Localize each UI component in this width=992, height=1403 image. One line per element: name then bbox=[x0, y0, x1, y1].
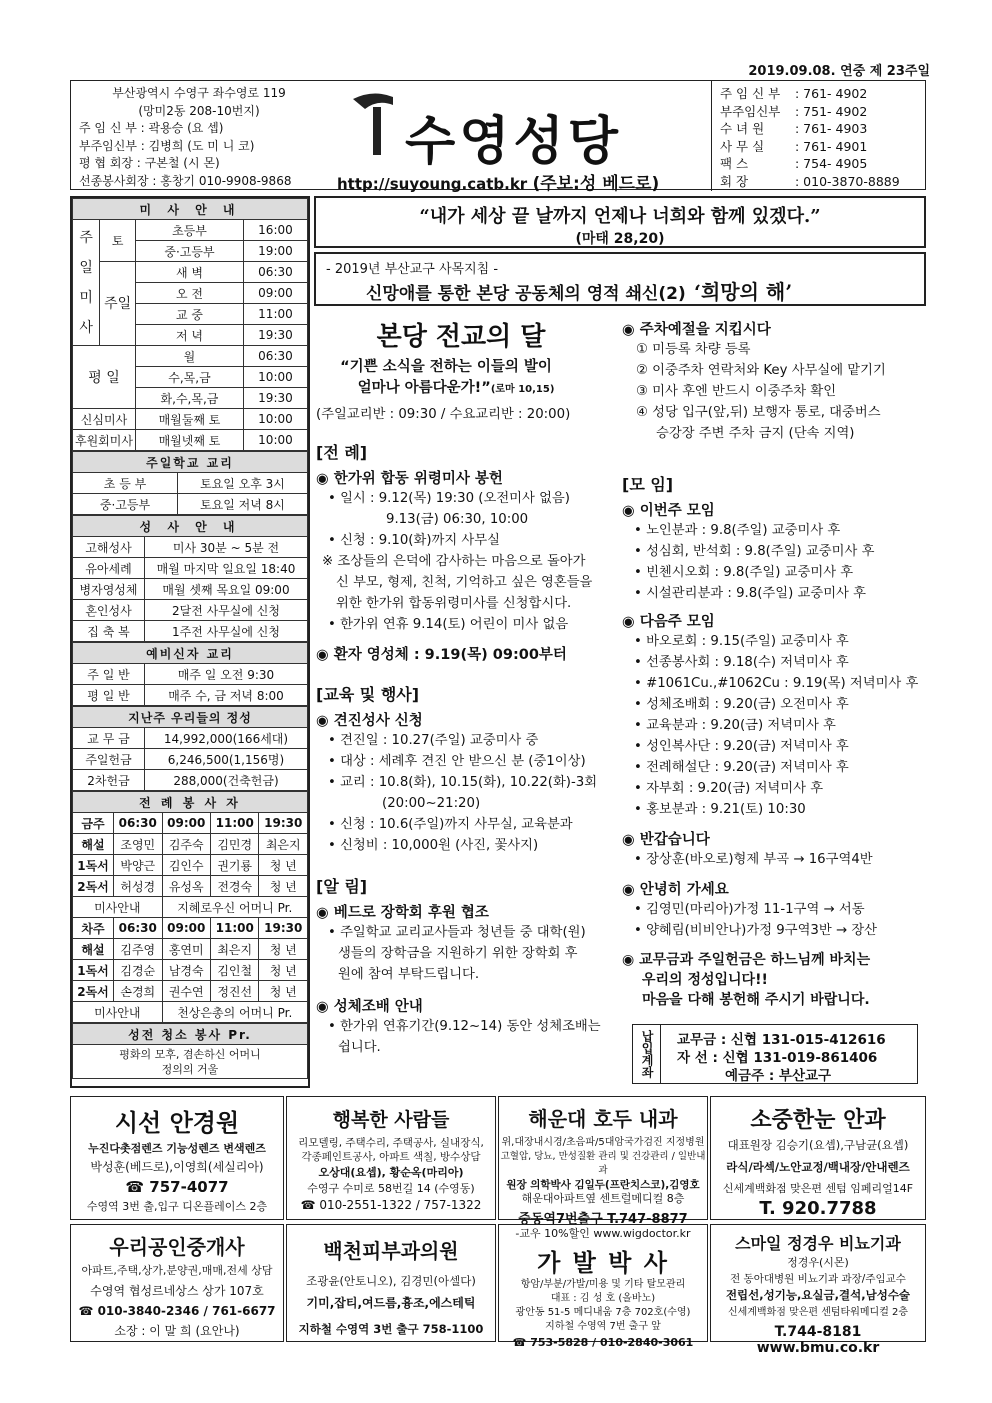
table-cell: 주일헌금 bbox=[73, 749, 145, 770]
website[interactable] bbox=[337, 169, 659, 194]
table-cell: 병자영성체 bbox=[73, 579, 145, 600]
meeting-item: • 자부회 : 9.20(금) 저녁미사 후 bbox=[634, 781, 824, 796]
ad-sisun-optical[interactable] bbox=[70, 1096, 284, 1220]
mission-title: 본당 전교의 달 bbox=[376, 322, 546, 352]
table-cell: 김민경 bbox=[210, 834, 258, 855]
text-line: • 한가위 연휴 9.14(토) 어린이 미사 없음 bbox=[328, 617, 569, 632]
table-cell: 청 년 bbox=[259, 960, 308, 981]
meeting-item: • 시설관리분과 : 9.8(주일) 교중미사 후 bbox=[634, 586, 866, 601]
meeting-item: • 성체조배회 : 9.20(금) 오전미사 후 bbox=[634, 697, 849, 712]
table-cell: 288,000(건축헌금) bbox=[145, 770, 308, 791]
meeting-item: • #1061Cu.,#1062Cu : 9.19(목) 저녁미사 후 bbox=[634, 676, 919, 691]
mass-cell: 화,수,목,금 bbox=[135, 388, 243, 409]
policy-subtitle: - 2019년 부산교구 사목지침 - bbox=[326, 262, 499, 277]
mass-cell: 교 중 bbox=[135, 304, 243, 325]
table-cell: 매주 일 오전 9:30 bbox=[145, 664, 308, 685]
mass-time: 19:00 bbox=[243, 241, 307, 262]
farewell-item: • 양혜림(비비안나)가정 9구역3반 → 장산 bbox=[634, 923, 878, 938]
table-cell: 14,992,000(166세대) bbox=[145, 728, 308, 749]
table-cell: 전경숙 bbox=[210, 876, 258, 897]
ad-line: 원장 의학박사 김일두(프란치스코),김영호 bbox=[506, 1179, 700, 1191]
quote-text: “내가 세상 끝 날까지 언제나 너희와 함께 있겠다.” bbox=[419, 206, 821, 227]
table-cell: 11:00 bbox=[210, 918, 258, 939]
ad-line: 해운대아파트옆 센트럴메디컬 8층 bbox=[521, 1192, 685, 1205]
policy-title bbox=[366, 276, 792, 305]
mass-cell: 월 bbox=[135, 346, 243, 367]
table-cell: 권기룡 bbox=[210, 855, 258, 876]
parking-title: ◉ 주차예절을 지킵시다 bbox=[622, 322, 771, 338]
ad-baekcheon-derm[interactable] bbox=[286, 1224, 496, 1342]
table-cell: 1주전 사무실에 신청 bbox=[145, 621, 308, 642]
table-cell: 09:00 bbox=[162, 813, 210, 834]
ad-line: 박성훈(베드로),이영희(세실리아) bbox=[90, 1160, 264, 1174]
mass-cell: 매월넷째 토 bbox=[135, 430, 243, 451]
ad-title: 소중한눈 안과 bbox=[750, 1108, 886, 1133]
ad-happy-people[interactable] bbox=[286, 1096, 496, 1220]
ad-hodu-clinic[interactable] bbox=[498, 1096, 708, 1227]
text-line: • 주일학교 교리교사들과 청년들 중 대학(원) bbox=[328, 925, 586, 940]
mass-time: 19:30 bbox=[243, 388, 307, 409]
table-cell: 청 년 bbox=[259, 939, 308, 960]
text-line: • 한가위 연휴기간(9.12~14) 동안 성체조배는 bbox=[328, 1019, 601, 1034]
liturgy-ministers-table bbox=[72, 791, 308, 1023]
table-cell: 홍연미 bbox=[162, 939, 210, 960]
ad-line: 기미,잡티,여드름,흉조,에스테틱 bbox=[306, 1296, 476, 1310]
table-cell: 토요일 저녁 8시 bbox=[178, 494, 308, 515]
scholarship-title: ◉ 베드로 장학회 후원 협조 bbox=[316, 905, 489, 921]
quote-ref: (마태 28,20) bbox=[575, 231, 665, 247]
ad-phone: ☎ 010-3840-2346 / 761-6677 bbox=[78, 1304, 276, 1318]
table-cell: 손경희 bbox=[114, 981, 162, 1002]
table-cell: 천상은총의 어머니 Pr. bbox=[162, 1002, 308, 1023]
welcome-item: • 장상훈(바오로)형제 부곡 → 16구역4반 bbox=[634, 852, 873, 867]
parking-item: ③ 미사 후엔 반드시 이중주차 확인 bbox=[636, 384, 837, 399]
ad-phone: 중동역7번출구 T.747-8877 bbox=[518, 1212, 688, 1227]
ad-line: 신세계백화점 맞은편 센텀타워메디컬 2층 bbox=[727, 1307, 909, 1318]
welcome-title: ◉ 반갑습니다 bbox=[622, 832, 710, 848]
mass-cell: 초등부 bbox=[135, 220, 243, 241]
ad-phone: T.744-8181 www.bmu.co.kr bbox=[756, 1324, 880, 1356]
table-cell: 2독서 bbox=[73, 981, 114, 1002]
meeting-item: • 성심회, 반석회 : 9.8(주일) 교중미사 후 bbox=[634, 544, 875, 559]
meeting-item: • 빈첸시오회 : 9.8(주일) 교중미사 후 bbox=[634, 565, 854, 580]
table-cell: 김주영 bbox=[114, 939, 162, 960]
sick-communion: ◉ 환자 영성체 : 9.19(목) 09:00부터 bbox=[316, 647, 567, 663]
parking-item: ② 이중주차 연락처와 Key 사무실에 맡기기 bbox=[636, 363, 886, 378]
ad-line: 소장 : 이 말 희 (요안나) bbox=[114, 1324, 240, 1338]
ad-title: 우리공인중개사 bbox=[109, 1235, 245, 1259]
table-cell: 차주 bbox=[73, 918, 114, 939]
address: 부산광역시 수영구 좌수영로 119 bbox=[112, 86, 286, 100]
contact-row: 사 무 실 : 761- 4901 bbox=[720, 138, 868, 154]
mission-quote: “기쁜 소식을 전하는 이들의 발이 bbox=[340, 359, 552, 375]
table-cell: 6,246,500(1,156명) bbox=[145, 749, 308, 770]
table-cell: 19:30 bbox=[259, 813, 308, 834]
mission-quote-2 bbox=[296, 376, 616, 397]
table-cell: 매월 마지막 일요일 18:40 bbox=[145, 558, 308, 579]
table-cell: 매월 셋째 목요일 09:00 bbox=[145, 579, 308, 600]
mass-time: 06:30 bbox=[243, 346, 307, 367]
text-line: • 신청 : 10.6(주일)까지 사무실, 교육분과 bbox=[328, 817, 573, 832]
logo-text: 수영성당 bbox=[405, 111, 622, 172]
table-cell: 매주 수, 금 저녁 8:00 bbox=[145, 685, 308, 706]
table-cell: 06:30 bbox=[114, 918, 162, 939]
ad-title: 시선 안경원 bbox=[114, 1109, 240, 1137]
table-cell: 혼인성사 bbox=[73, 600, 145, 621]
weekday-label: 평 일 bbox=[73, 346, 136, 409]
mission-quote-text: 얼마나 아름다운가!” bbox=[357, 380, 491, 396]
ad-line: 수영역 협성르네상스 상가 107호 bbox=[90, 1284, 264, 1298]
ad-line: 신세계백화점 맞은편 센텀 임페리얼14F bbox=[722, 1182, 914, 1195]
table-cell: 허성경 bbox=[114, 876, 162, 897]
table-cell: 1독서 bbox=[73, 960, 114, 981]
table-cell: 해설 bbox=[73, 939, 114, 960]
meeting-item: • 전례해설단 : 9.20(금) 저녁미사 후 bbox=[634, 760, 849, 775]
table-cell: 06:30 bbox=[114, 813, 162, 834]
ad-wig-doctor[interactable] bbox=[498, 1224, 708, 1349]
council-president: 평 협 회장 : 구본철 (시 몬) bbox=[79, 156, 220, 170]
mass-cell: 저 녁 bbox=[135, 325, 243, 346]
table-cell: 최은지 bbox=[259, 834, 308, 855]
text-line: 위한 한가위 합동위령미사를 신청합시다. bbox=[336, 596, 572, 611]
text-line: • 교리 : 10.8(화), 10.15(화), 10.22(화)-3회 bbox=[328, 775, 598, 790]
table-cell: 금주 bbox=[73, 813, 114, 834]
ad-line: 수영역 3번 출,입구 디온플레이스 2층 bbox=[86, 1200, 268, 1213]
ad-line: 누진다촛점렌즈 기능성렌즈 변색렌즈 bbox=[88, 1142, 266, 1155]
offering-table bbox=[72, 706, 308, 791]
policy-box bbox=[314, 252, 926, 306]
ad-line: 항암/부분/가발/미용 및 기타 탈모관리 bbox=[520, 1279, 686, 1290]
ad-line: 전 동아대병원 비뇨기과 과장/주임교수 bbox=[730, 1273, 906, 1285]
this-week-meetings-title: ◉ 이번주 모임 bbox=[622, 503, 715, 519]
ad-discount[interactable]: -교우 10%할인 www.wigdoctor.kr bbox=[515, 1227, 691, 1240]
table-cell: 해설 bbox=[73, 834, 114, 855]
mass-time: 06:30 bbox=[243, 262, 307, 283]
mission-note: (주일교리반 : 09:30 / 수요교리반 : 20:00) bbox=[316, 407, 571, 422]
date-line: 2019.09.08. 연중 제 23주일 bbox=[748, 64, 930, 79]
contact-row: 부주임신부 : 751- 4902 bbox=[720, 103, 868, 119]
text-line: 쉽니다. bbox=[338, 1040, 381, 1055]
devotion-mass-label: 신심미사 bbox=[73, 409, 136, 430]
mass-time: 10:00 bbox=[243, 409, 307, 430]
table-cell: 집 축 복 bbox=[73, 621, 145, 642]
ad-line: 대표원장 김승기(요셉),구남균(요셉) bbox=[727, 1138, 909, 1152]
sunday-mass-label: 주일미사 bbox=[73, 220, 100, 346]
catechumen-table bbox=[72, 642, 308, 706]
left-column bbox=[70, 196, 310, 1088]
ad-phone: 지하철 수영역 3번 출구 758-1100 bbox=[298, 1322, 484, 1336]
pastor: 주 임 신 부 : 곽용승 (요 셉) bbox=[79, 121, 224, 135]
ad-line: 고혈압, 당뇨, 만성질환 관리 및 건강관리 / 일반내과 bbox=[500, 1151, 706, 1176]
header-left bbox=[79, 85, 319, 190]
ad-title: 행복한 사람들 bbox=[332, 1109, 450, 1131]
table-cell: 2달전 사무실에 신청 bbox=[145, 600, 308, 621]
table-cell: 2차헌금 bbox=[73, 770, 145, 791]
table-cell: 중·고등부 bbox=[73, 494, 178, 515]
policy-year-name: ‘희망의 해’ bbox=[693, 280, 793, 304]
parking-item: ① 미등록 차량 등록 bbox=[636, 342, 751, 357]
account-line: 예금주 : 부산교구 bbox=[725, 1068, 832, 1084]
table-cell: 주 일 반 bbox=[73, 664, 145, 685]
account-box bbox=[632, 1024, 918, 1084]
table-cell: 김인수 bbox=[162, 855, 210, 876]
offering-title: 지난주 우리들의 정성 bbox=[73, 707, 308, 728]
header bbox=[70, 80, 926, 194]
ad-line: 각종페인트공사, 아파트 색칠, 방수상담 bbox=[301, 1151, 481, 1163]
sun-label: 주일 bbox=[100, 262, 136, 346]
text-line: • 견진일 : 10.27(주일) 교중미사 중 bbox=[328, 733, 539, 748]
meeting-item: • 바오로회 : 9.15(주일) 교중미사 후 bbox=[634, 634, 849, 649]
table-cell: 박양근 bbox=[114, 855, 162, 876]
table-cell: 김경순 bbox=[114, 960, 162, 981]
ad-line: 전립선,성기능,요실금,결석,남성수술 bbox=[725, 1288, 911, 1302]
address-detail: (망미2동 208-10번지) bbox=[138, 103, 260, 118]
sunday-school-table bbox=[72, 451, 308, 515]
meeting-item: • 성인복사단 : 9.20(금) 저녁미사 후 bbox=[634, 739, 849, 754]
table-cell: 최은지 bbox=[210, 939, 258, 960]
farewell-item: • 김영민(마리아)가정 11-1구역 → 서동 bbox=[634, 902, 865, 917]
ad-phone: T. 920.7788 bbox=[759, 1198, 877, 1219]
ad-title: 스마일 정경우 비뇨기과 bbox=[735, 1234, 901, 1253]
meeting-item: • 교육분과 : 9.20(금) 저녁미사 후 bbox=[634, 718, 836, 733]
table-cell: 2독서 bbox=[73, 876, 114, 897]
funeral-service-head: 선종봉사회장 : 홍창기 010-9908-9868 bbox=[79, 173, 292, 188]
memorial-mass-title: ◉ 한가위 합동 위령미사 봉헌 bbox=[316, 471, 503, 487]
table-cell: 초 등 부 bbox=[73, 473, 178, 494]
text-line: 신 부모, 형제, 친척, 기억하고 싶은 영혼들을 bbox=[336, 575, 593, 590]
assistant-pastor: 부주임신부 : 김병희 (도 미 니 코) bbox=[79, 138, 255, 153]
mass-time: 09:00 bbox=[243, 283, 307, 304]
ad-line: 정경우(시몬) bbox=[787, 1256, 849, 1269]
notice-section-title: [알 림] bbox=[316, 877, 368, 896]
table-cell: 청 년 bbox=[259, 876, 308, 897]
table-cell: 지혜로우신 어머니 Pr. bbox=[162, 897, 308, 918]
sacrament-table bbox=[72, 515, 308, 642]
text-line: • 일시 : 9.12(목) 19:30 (오전미사 없음) bbox=[328, 491, 570, 506]
catechumen-title: 예비신자 교리 bbox=[73, 643, 308, 664]
ad-phone: ☎ 757-4077 bbox=[125, 1178, 229, 1196]
mass-title: 미 사 안 내 bbox=[73, 199, 308, 220]
ad-line: 대표 : 김 성 호 (올바노) bbox=[550, 1293, 656, 1304]
confirmation-title: ◉ 견진성사 신청 bbox=[316, 713, 423, 729]
account-line: 교무금 : 신협 131-015-412616 bbox=[677, 1032, 886, 1048]
table-cell: 김주숙 bbox=[162, 834, 210, 855]
contact-row: 팩 스 : 754- 4905 bbox=[720, 156, 868, 171]
ad-phone: ☎ 753-5828 / 010-2840-3061 bbox=[512, 1336, 694, 1349]
ad-title: 가 발 박 사 bbox=[537, 1249, 669, 1277]
text-line: • 신청비 : 10,000원 (사진, 꽃사지) bbox=[328, 838, 539, 853]
ad-title: 백천피부과의원 bbox=[323, 1239, 459, 1263]
ad-line: 광안동 51-5 메디내움 7층 702호(수영) bbox=[515, 1307, 691, 1318]
table-cell: 19:30 bbox=[259, 918, 308, 939]
mass-time: 16:00 bbox=[243, 220, 307, 241]
meetings-section-title: [모 임] bbox=[622, 475, 674, 494]
text-line: 생들의 장학금을 지원하기 위한 장학회 후 bbox=[338, 946, 578, 961]
table-cell: 미사안내 bbox=[73, 897, 163, 918]
ad-line: 지하철 수영역 7번 출구 앞 bbox=[545, 1321, 661, 1332]
table-cell: 정진선 bbox=[210, 981, 258, 1002]
liturgy-title: 전 례 봉 사 자 bbox=[73, 792, 308, 813]
table-cell: 김인철 bbox=[210, 960, 258, 981]
text-line: 9.13(금) 06:30, 10:00 bbox=[386, 512, 529, 527]
ad-line: 라식/라섹/노안교정/백내장/안내렌즈 bbox=[726, 1160, 910, 1174]
ad-line: 위,대장내시경/초음파/5대암국가검진 지정병원 bbox=[501, 1137, 705, 1148]
table-cell: 교 무 금 bbox=[73, 728, 145, 749]
meeting-item: • 홍보분과 : 9.21(토) 10:30 bbox=[634, 802, 806, 817]
table-cell: 토요일 오후 3시 bbox=[178, 473, 308, 494]
ad-sojung-eye[interactable] bbox=[710, 1096, 926, 1220]
cleaning-line: 정의의 거울 bbox=[161, 1062, 219, 1076]
table-cell: 유아세례 bbox=[73, 558, 145, 579]
ad-phone: ☎ 010-2551-1322 / 757-1322 bbox=[300, 1198, 482, 1212]
mass-cell: 중·고등부 bbox=[135, 241, 243, 262]
support-mass-label: 후원회미사 bbox=[73, 430, 136, 451]
table-cell: 평 일 반 bbox=[73, 685, 145, 706]
table-cell: 권수연 bbox=[162, 981, 210, 1002]
ad-smile-urology[interactable] bbox=[710, 1224, 926, 1356]
policy-title-text: 신망애를 통한 본당 공동체의 영적 쇄신(2) bbox=[366, 284, 686, 304]
right-column bbox=[622, 318, 926, 1009]
account-line: 자 선 : 신협 131-019-861406 bbox=[677, 1050, 878, 1066]
liturgy-section-title: [전 례] bbox=[316, 443, 368, 462]
sacrament-title: 성 사 안 내 bbox=[73, 516, 308, 537]
text-line: 원에 참여 부탁드립니다. bbox=[338, 967, 480, 982]
table-cell: 고해성사 bbox=[73, 537, 145, 558]
mass-time: 10:00 bbox=[243, 367, 307, 388]
ad-title: 해운대 호두 내과 bbox=[528, 1107, 678, 1131]
contact-row: 주 임 신 부 : 761- 4902 bbox=[720, 86, 868, 101]
meeting-item: • 선종봉사회 : 9.18(수) 저녁미사 후 bbox=[634, 655, 849, 670]
logo bbox=[333, 85, 673, 172]
ad-line: 리모델링, 주택수리, 주택공사, 실내장식, bbox=[298, 1137, 484, 1149]
mass-cell: 새 벽 bbox=[135, 262, 243, 283]
account-label: 납입계좌 bbox=[633, 1025, 661, 1083]
quote-box bbox=[314, 196, 926, 248]
table-cell: 11:00 bbox=[210, 813, 258, 834]
cleaning-title: 성전 청소 봉사 Pr. bbox=[73, 1024, 308, 1045]
meeting-item: • 노인분과 : 9.8(주일) 교중미사 후 bbox=[634, 523, 841, 538]
header-right bbox=[711, 81, 926, 191]
offering-notice: 우리의 정성입니다!! bbox=[642, 972, 768, 988]
patron-saint: (주보:성 베드로) bbox=[532, 174, 660, 194]
middle-column bbox=[316, 316, 616, 1058]
parking-item: 승강장 주변 주차 금지 (단속 지역) bbox=[656, 426, 855, 441]
ad-line: 수영구 수미로 58번길 14 (수영동) bbox=[307, 1182, 475, 1195]
cleaning-line: 평화의 모후, 겸손하신 어머니 bbox=[119, 1047, 261, 1061]
text-line: • 신청 : 9.10(화)까지 사무실 bbox=[328, 533, 500, 548]
table-cell: 남경숙 bbox=[162, 960, 210, 981]
mass-cell: 매월둘째 토 bbox=[135, 409, 243, 430]
table-cell: 유성옥 bbox=[162, 876, 210, 897]
cleaning-table bbox=[72, 1023, 308, 1079]
contact-row: 회 장 : 010-3870-8889 bbox=[720, 173, 900, 189]
table-cell: 1독서 bbox=[73, 855, 114, 876]
table-cell: 청 년 bbox=[259, 981, 308, 1002]
ad-line: 오상대(요셉), 황순옥(마리아) bbox=[318, 1166, 464, 1179]
text-line: (20:00~21:20) bbox=[382, 796, 481, 811]
mass-cell: 수,목,금 bbox=[135, 367, 243, 388]
parking-item: ④ 성당 입구(앞,뒤) 보행자 통로, 대중버스 bbox=[636, 405, 881, 420]
adoration-title: ◉ 성체조배 안내 bbox=[316, 999, 423, 1015]
next-week-meetings-title: ◉ 다음주 모임 bbox=[622, 614, 715, 630]
text-line: • 대상 : 세례후 견진 안 받으신 분 (중1이상) bbox=[328, 754, 586, 769]
website-url[interactable]: http://suyoung.catb.kr bbox=[337, 175, 528, 193]
mission-quote-ref: (로마 10,15) bbox=[490, 384, 555, 395]
table-cell: 미사안내 bbox=[73, 1002, 163, 1023]
ad-woori-realty[interactable] bbox=[70, 1224, 284, 1342]
table-cell: 09:00 bbox=[162, 918, 210, 939]
offering-notice: 마음을 다해 봉헌해 주시기 바랍니다. bbox=[642, 992, 870, 1008]
table-cell: 미사 30분 ~ 5분 전 bbox=[145, 537, 308, 558]
sat-label: 토 bbox=[100, 220, 136, 262]
mass-time: 10:00 bbox=[243, 430, 307, 451]
education-section-title: [교육 및 행사] bbox=[316, 685, 420, 704]
farewell-title: ◉ 안녕히 가세요 bbox=[622, 882, 729, 898]
ad-line: 조광윤(안토니오), 김경민(아셀다) bbox=[306, 1274, 476, 1288]
contact-row: 수 녀 원 : 761- 4903 bbox=[720, 121, 868, 136]
mass-time: 19:30 bbox=[243, 325, 307, 346]
table-cell: 조영민 bbox=[114, 834, 162, 855]
table-cell: 청 년 bbox=[259, 855, 308, 876]
mass-table bbox=[72, 198, 308, 451]
mass-time: 11:00 bbox=[243, 304, 307, 325]
text-line: ※ 조상들의 은덕에 감사하는 마음으로 돌아가 bbox=[322, 554, 586, 569]
ad-line: 아파트,주택,상가,분양권,매매,전세 상담 bbox=[81, 1264, 273, 1277]
sunday-school-title: 주일학교 교리 bbox=[73, 452, 308, 473]
mass-cell: 오 전 bbox=[135, 283, 243, 304]
offering-notice: ◉ 교무금과 주일헌금은 하느님께 바치는 bbox=[622, 952, 871, 968]
